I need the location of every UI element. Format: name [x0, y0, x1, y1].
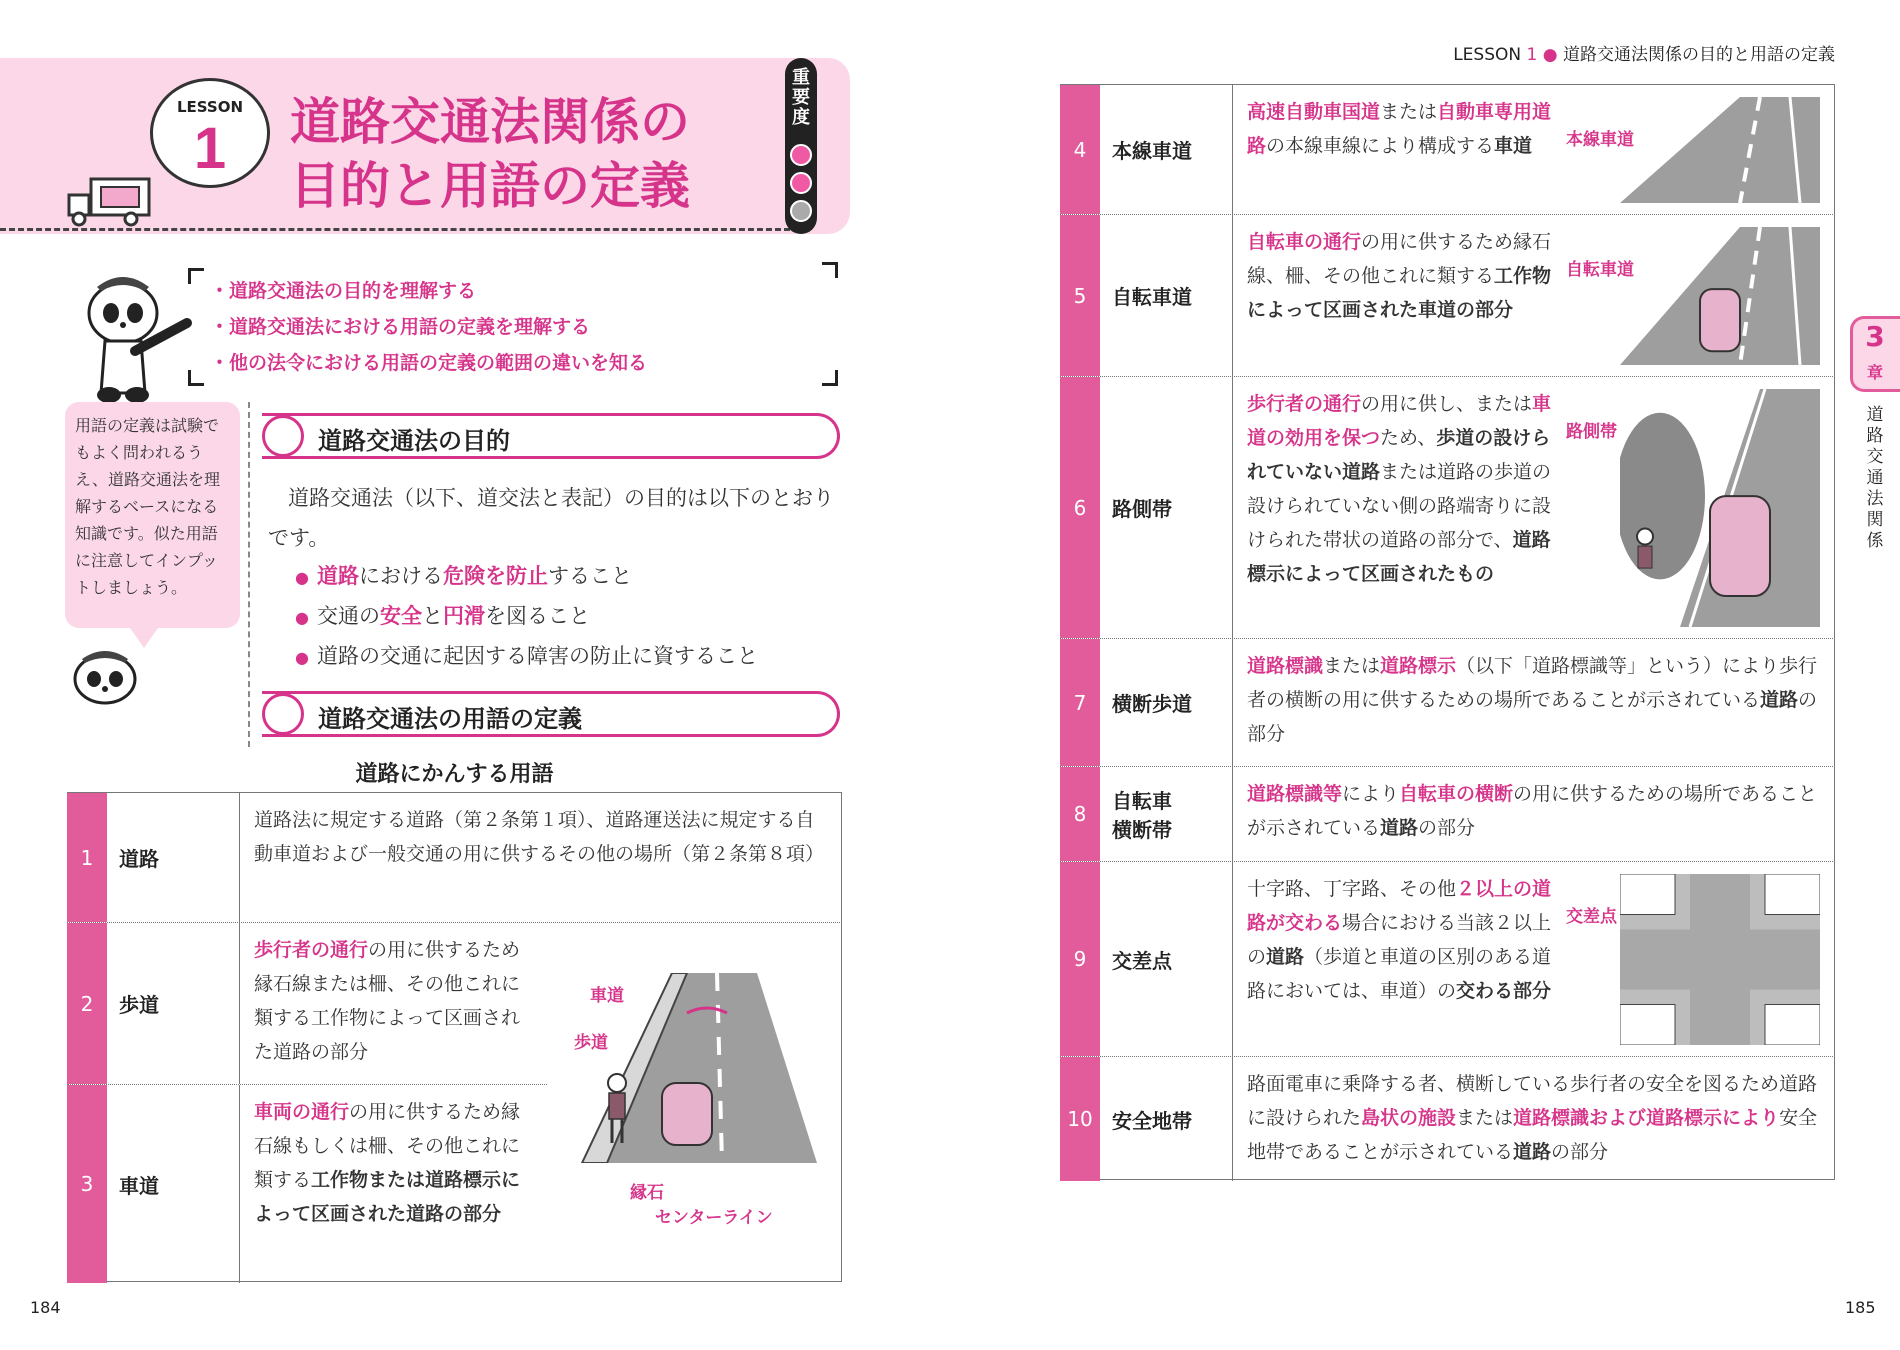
- lesson-title-line2: 目的と用語の定義: [290, 157, 690, 215]
- table-row: [1060, 85, 1835, 215]
- lesson-title: [290, 90, 690, 218]
- row-number: 3: [67, 1085, 107, 1283]
- illustration-9: [1620, 874, 1820, 1045]
- row-number: 7: [1060, 639, 1100, 766]
- illustration-4: [1620, 97, 1820, 203]
- row-term: 自転車 横断帯: [1100, 767, 1233, 861]
- truck-icon: [65, 175, 155, 227]
- road-terms-table: [67, 792, 842, 1282]
- table-row: [67, 793, 842, 923]
- purpose-intro: 道路交通法（以下、道交法と表記）の目的は以下のとおりです。: [268, 486, 834, 550]
- importance-dot-filled: [790, 172, 812, 194]
- purpose-item: ● 交通の安全と円滑を図ること: [295, 600, 590, 630]
- importance-dot-filled: [790, 144, 812, 166]
- row-number: 8: [1060, 767, 1100, 861]
- table-row: [1060, 862, 1835, 1057]
- row-number: 4: [1060, 85, 1100, 214]
- row-definition: 歩行者の通行の用に供し、または車道の効用を保つため、歩道の設けられていない道路または道路の歩道の設けられていない側の路端寄りに設けられた帯状の道路の部分で、道路標示によって区画されたもの: [1247, 393, 1552, 585]
- lesson-number: 1: [193, 116, 227, 181]
- goal-item: ・道路交通法の目的を理解する: [210, 280, 477, 302]
- table-row: [1060, 639, 1835, 767]
- row-term: 車道: [107, 1085, 240, 1283]
- row-number: 10: [1060, 1057, 1100, 1181]
- column-divider: [248, 402, 250, 747]
- label-curb: 縁石: [630, 1183, 664, 1203]
- row-number: 2: [67, 923, 107, 1084]
- illustration-5: [1620, 227, 1820, 365]
- row-definition: 自転車の通行の用に供するため縁石線、柵、その他これに類する工作物によって区画された車道の部分: [1247, 231, 1552, 321]
- row-term: 道路: [107, 793, 240, 922]
- row-definition: 高速自動車国道または自動車専用道路の本線車線により構成する車道: [1247, 101, 1552, 157]
- chapter-name: 道路交通法関係: [1866, 405, 1884, 551]
- page-number-right: 185: [1845, 1298, 1876, 1317]
- importance-dot-empty: [790, 200, 812, 222]
- row-number: 6: [1060, 377, 1100, 638]
- row-definition: 路面電車に乗降する者、横断している歩行者の安全を図るため道路に設けられた島状の施設または道路標識および道路標示により安全地帯であることが示されている道路の部分: [1247, 1073, 1818, 1163]
- row-term: 横断歩道: [1100, 639, 1233, 766]
- illustration-label: 自転車道: [1566, 260, 1634, 280]
- chapter-kanji: 章: [1866, 363, 1883, 382]
- illustration-label: 交差点: [1566, 907, 1617, 927]
- row-number: 5: [1060, 215, 1100, 376]
- row-term: 交差点: [1100, 862, 1233, 1056]
- page-number-left: 184: [30, 1298, 61, 1317]
- goals-bracket-tr: [822, 262, 838, 278]
- row-definition: 歩行者の通行の用に供するため縁石線または柵、その他これに類する工作物によって区画された道路の部分: [254, 939, 521, 1063]
- goals-bracket-tl: [188, 268, 204, 284]
- goal-item: ・道路交通法における用語の定義を理解する: [210, 316, 591, 338]
- row-definition: 道路法に規定する道路（第２条第１項）、道路運送法に規定する自動車道および一般交通の用に供するその他の場所（第２条第８項）: [254, 809, 825, 865]
- side-note: 用語の定義は試験でもよく問われるうえ、道路交通法を理解するベースになる知識です。似た用語に注意してインプットしましょう。: [65, 402, 240, 628]
- goals-bracket-br: [822, 370, 838, 386]
- label-centerline: センターライン: [655, 1208, 773, 1228]
- table-row: [1060, 215, 1835, 377]
- running-head: LESSON 1 ● 道路交通法関係の目的と用語の定義: [1453, 45, 1835, 65]
- row-number: 9: [1060, 862, 1100, 1056]
- illustration-label: 本線車道: [1566, 130, 1634, 150]
- table-row: [1060, 767, 1835, 862]
- panda-face-icon: [70, 645, 140, 705]
- goal-item: ・他の法令における用語の定義の範囲の違いを知る: [210, 352, 648, 374]
- row-term: 歩道: [107, 923, 240, 1084]
- lesson-label: LESSON: [176, 98, 244, 116]
- section-title-purpose: 道路交通法の目的: [318, 427, 510, 455]
- row-term: 自転車道: [1100, 215, 1233, 376]
- label-roadway: 車道: [590, 986, 624, 1006]
- table-row: [67, 923, 547, 1085]
- row-term: 安全地帯: [1100, 1057, 1233, 1181]
- purpose-item: ● 道路における危険を防止すること: [295, 560, 632, 590]
- row-definition: 道路標識等により自転車の横断の用に供するための場所であることが示されている道路の部分: [1247, 783, 1818, 839]
- steering-wheel-icon: [262, 693, 304, 735]
- lesson-title-line1: 道路交通法関係の: [290, 93, 690, 151]
- chapter-number: 3: [1865, 320, 1885, 353]
- importance-label: 重 要 度: [792, 67, 810, 128]
- table-row: [1060, 377, 1835, 639]
- label-sidewalk: 歩道: [574, 1033, 608, 1053]
- banner-divider: [0, 228, 790, 231]
- road-terms-table-continued: [1060, 84, 1835, 1180]
- row-definition: 道路標識または道路標示（以下「道路標識等」という）により歩行者の横断の用に供するための場所であることが示されている道路の部分: [1247, 655, 1818, 745]
- steering-wheel-icon: [262, 415, 304, 457]
- illustration-label: 路側帯: [1566, 422, 1617, 442]
- row-definition: 十字路、丁字路、その他２以上の道路が交わる場合における当該２以上の道路（歩道と車道の区別のある道路においては、車道）の交わる部分: [1247, 878, 1552, 1002]
- row-term: 本線車道: [1100, 85, 1233, 214]
- row-number: 1: [67, 793, 107, 922]
- row-definition: 車両の通行の用に供するため縁石線もしくは柵、その他これに類する工作物または道路標示によって区画された道路の部分: [254, 1101, 521, 1225]
- table-row: [1060, 1057, 1835, 1181]
- goals-bracket-bl: [188, 370, 204, 386]
- purpose-item: ● 道路の交通に起因する障害の防止に資すること: [295, 640, 758, 670]
- table-caption: 道路にかんする用語: [355, 762, 554, 787]
- section-title-definitions: 道路交通法の用語の定義: [318, 705, 582, 733]
- panda-pointing-illustration: [75, 265, 195, 405]
- illustration-6: [1620, 389, 1820, 627]
- row-term: 路側帯: [1100, 377, 1233, 638]
